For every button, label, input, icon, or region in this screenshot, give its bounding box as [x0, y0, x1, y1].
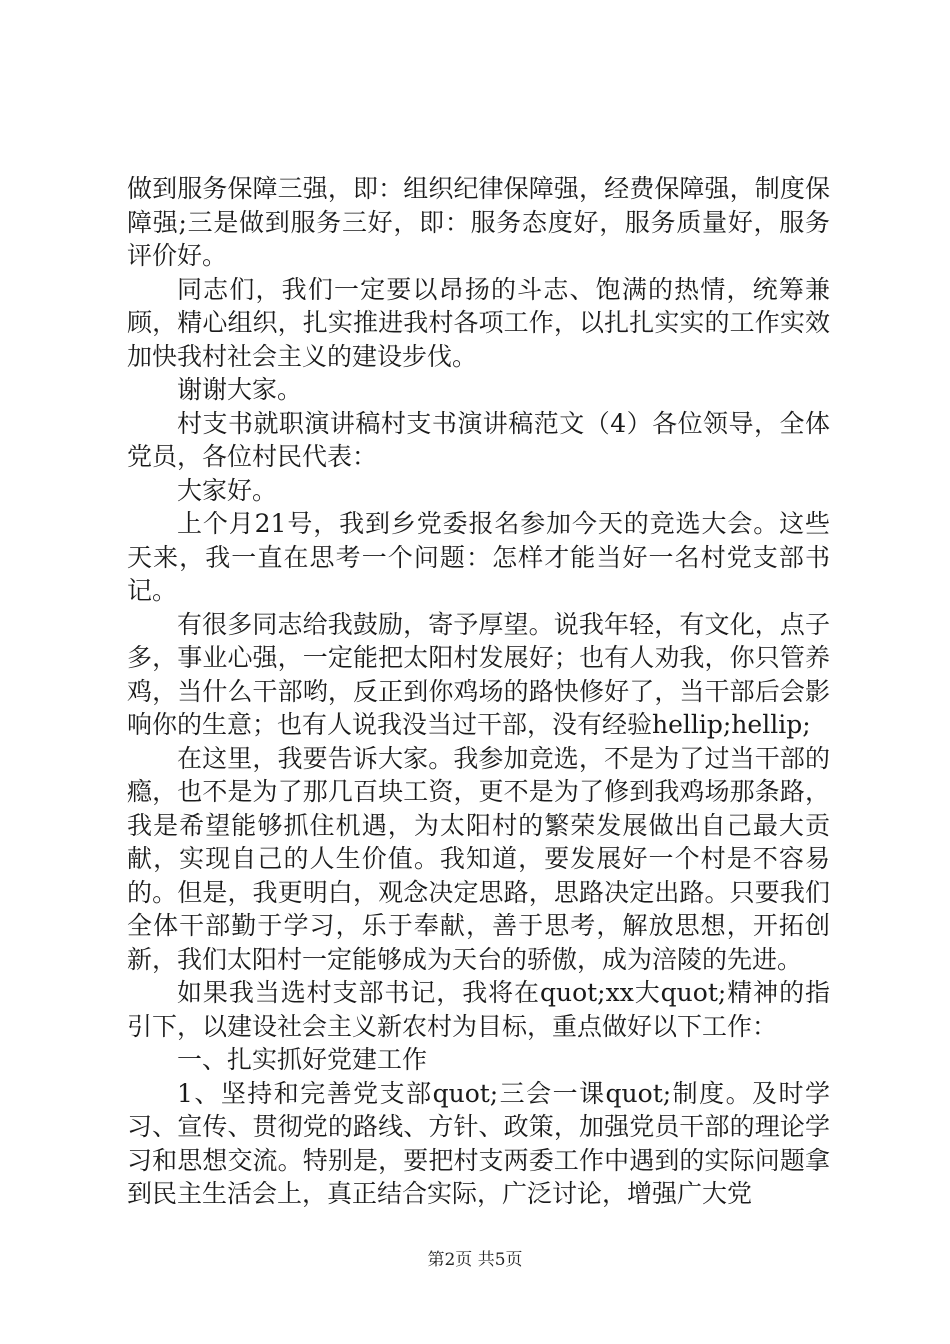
paragraph: 大家好。 — [177, 475, 278, 505]
paragraph: 谢谢大家。 — [177, 375, 303, 404]
paragraph: 如果我当选村支部书记，我将在quot;xx大quot;精神的指引下，以建设社会主义新农村为目标，重点做好以下工作： — [127, 978, 830, 1041]
paragraph-continued: 做到服务保障三强，即：组织纪律保障强，经费保障强，制度保障强;三是做到服务三好，即：服务态度好，服务质量好，服务评价好。 — [127, 174, 830, 270]
paragraph: 1、坚持和完善党支部quot;三会一课quot;制度。及时学习、宣传、贯彻党的路线、方针、政策，加强党员干部的理论学习和思想交流。特别是，要把村支两委工作中遇到的实际问题拿到民主生活会上，真正结合实际，广泛讨论，增强广大党 — [127, 1078, 830, 1208]
paragraph: 在这里，我要告诉大家。我参加竞选，不是为了过当干部的瘾，也不是为了那几百块工资，更不是为了修到我鸡场那条路，我是希望能够抓住机遇，为太阳村的繁荣发展做出自己最大贡献，实现自己的人生价值。我知道，要发展好一个村是不容易的。但是，我更明白，观念决定思路，思路决定出路。只要我们全体干部勤于学习，乐于奉献，善于思考，解放思想，开拓创新，我们太阳村一定能够成为天台的骄傲，成为涪陵的先进。 — [127, 743, 830, 974]
paragraph: 有很多同志给我鼓励，寄予厚望。说我年轻，有文化，点子多，事业心强，一定能把太阳村发展好；也有人劝我，你只管养鸡，当什么干部哟，反正到你鸡场的路快修好了，当干部后会影响你的生意；也有人说我没当过干部，没有经验hellip;hellip; — [127, 609, 830, 739]
section-heading: 一、扎实抓好党建工作 — [177, 1045, 428, 1074]
paragraph: 村支书就职演讲稿村支书演讲稿范文（4）各位领导，全体党员，各位村民代表： — [127, 408, 830, 471]
paragraph: 上个月21号，我到乡党委报名参加今天的竞选大会。这些天来，我一直在思考一个问题：怎样才能当好一名村党支部书记。 — [127, 509, 830, 605]
paragraph: 同志们，我们一定要以昂扬的斗志、饱满的热情，统筹兼顾，精心组织，扎实推进我村各项工作，以扎扎实实的工作实效加快我村社会主义的建设步伐。 — [127, 274, 830, 371]
page-number-footer: 第2页 共5页 — [427, 1250, 523, 1270]
document-body — [127, 172, 830, 1211]
